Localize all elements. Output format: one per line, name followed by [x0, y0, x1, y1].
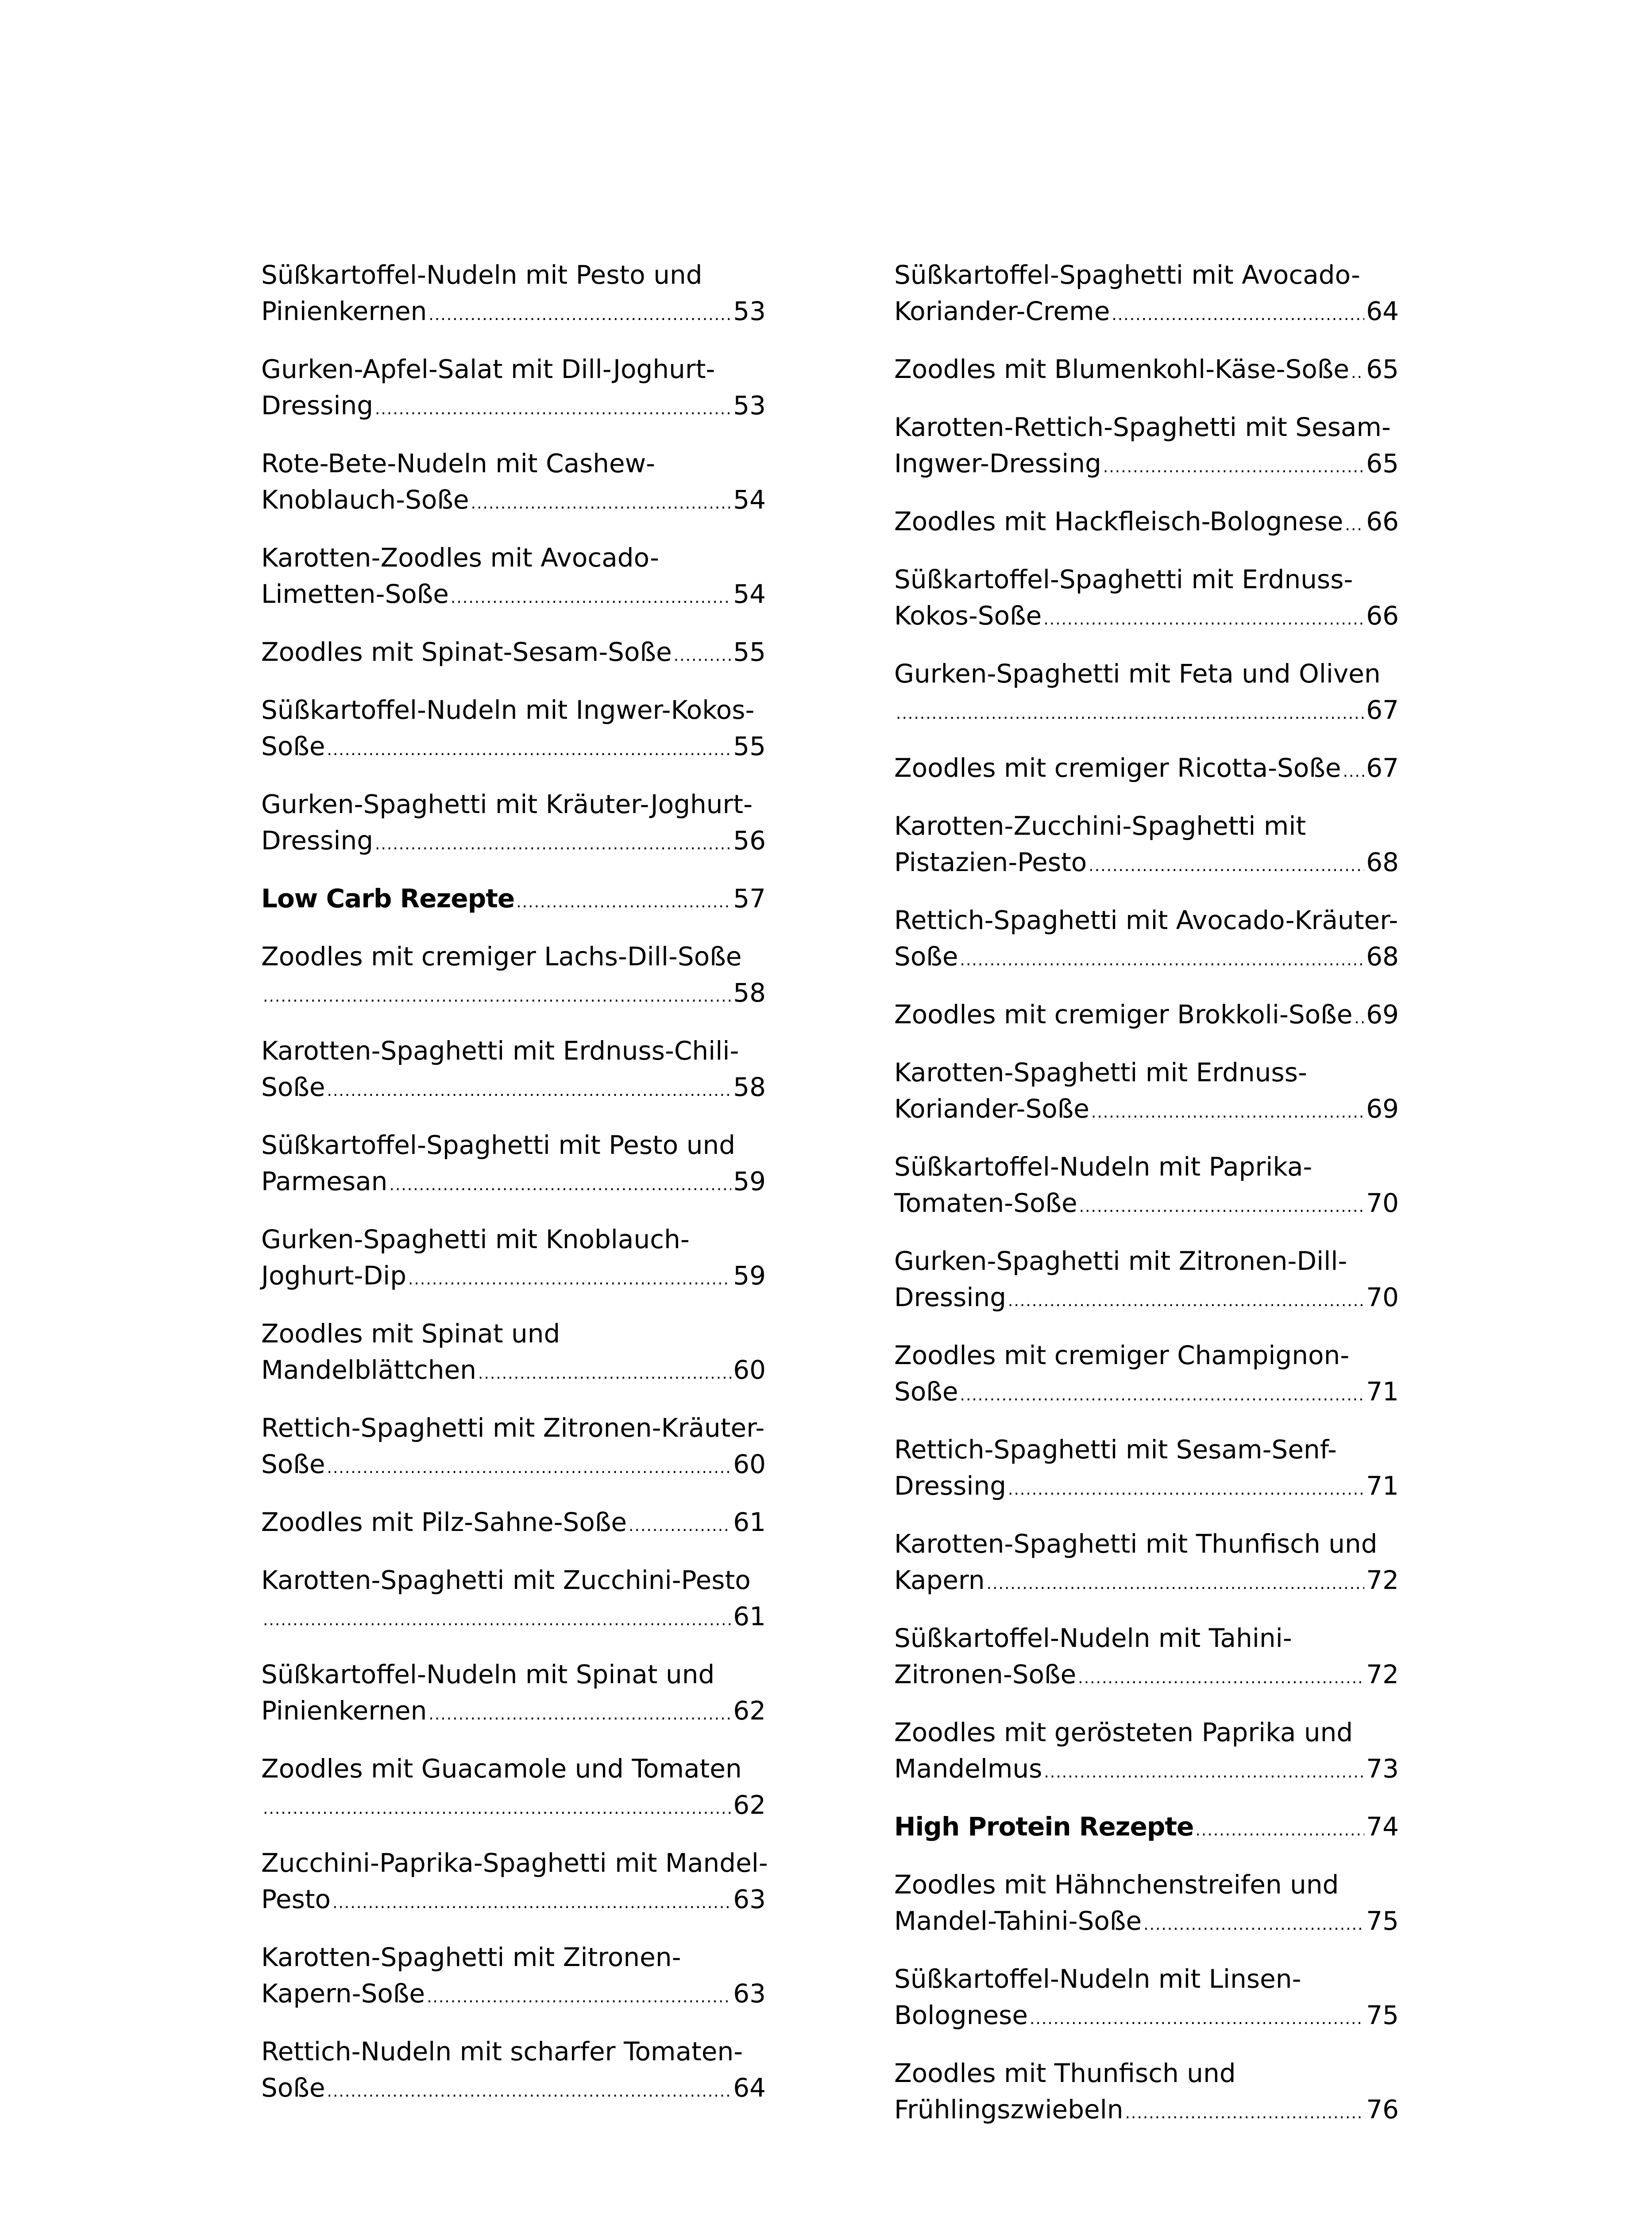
toc-entry-title: Zucchini-Paprika-Spaghetti mit Mandel-	[261, 1848, 768, 1878]
toc-entry-leader-line	[261, 1881, 766, 1921]
dot-leader	[1343, 750, 1365, 790]
toc-entry-title-continued: Kapern	[894, 1565, 985, 1595]
toc-entry-title: Rettich-Spaghetti mit Sesam-Senf-	[894, 1434, 1337, 1465]
toc-entry-leader-line	[894, 351, 1399, 391]
toc-entry[interactable]	[894, 1961, 1399, 2037]
dot-leader	[960, 938, 1365, 979]
toc-entry-title-continued: Pinienkernen	[261, 1696, 427, 1726]
dot-leader	[516, 880, 731, 921]
toc-entry[interactable]	[261, 938, 766, 1015]
toc-entry-leader-line	[261, 1504, 766, 1544]
toc-entry[interactable]	[894, 655, 1399, 732]
toc-entry[interactable]	[261, 1750, 766, 1827]
toc-entry-leader-line	[261, 1352, 766, 1392]
toc-left-column	[261, 257, 766, 2128]
toc-entry[interactable]	[261, 1845, 766, 1921]
toc-page-number: 65	[1366, 448, 1399, 478]
toc-entry-title-continued: Limetten-Soße	[261, 579, 449, 609]
toc-entry-title-continued: Zoodles mit Blumenkohl-Käse-Soße	[894, 354, 1350, 384]
toc-entry-title-continued: Soße	[894, 1376, 958, 1407]
toc-page-number: 59	[733, 1166, 766, 1196]
toc-page-number: 70	[1366, 1188, 1399, 1218]
toc-entry-leader-line	[261, 1787, 766, 1827]
toc-entry-title: Rettich-Nudeln mit scharfer Tomaten-	[261, 2036, 743, 2066]
toc-entry-leader-line	[894, 293, 1399, 333]
toc-entry-leader-line	[894, 938, 1399, 979]
toc-entry[interactable]	[894, 1243, 1399, 1319]
toc-entry-leader-line	[894, 1562, 1399, 1602]
toc-entry-title-continued: Frühlingszwiebeln	[894, 2094, 1123, 2124]
toc-entry-title-continued: Pinienkernen	[261, 296, 427, 326]
toc-page-number: 54	[733, 485, 766, 515]
toc-page-number: 67	[1366, 753, 1399, 783]
toc-entry[interactable]	[894, 351, 1399, 391]
toc-entry-title: Süßkartoffel-Spaghetti mit Pesto und	[261, 1130, 736, 1160]
toc-section-heading[interactable]	[894, 1808, 1399, 1849]
toc-entry-title-continued: Soße	[261, 1072, 325, 1102]
toc-entry-title: Süßkartoffel-Nudeln mit Ingwer-Kokos-	[261, 695, 755, 725]
toc-entry-title: Gurken-Spaghetti mit Zitronen-Dill-	[894, 1246, 1347, 1276]
toc-page-number: 65	[1366, 354, 1399, 384]
dot-leader	[327, 1069, 732, 1109]
toc-page-number: 72	[1366, 1659, 1399, 1689]
toc-entry-title-continued: Mandel-Tahini-Soße	[894, 1906, 1142, 1936]
toc-entry[interactable]	[894, 1526, 1399, 1602]
toc-entry[interactable]	[894, 1714, 1399, 1791]
dot-leader	[408, 1257, 731, 1298]
toc-entry-title: Süßkartoffel-Nudeln mit Spinat und	[261, 1659, 715, 1689]
dot-leader	[1088, 844, 1364, 884]
toc-entry-title-continued: Mandelmus	[894, 1754, 1042, 1784]
toc-page-number: 63	[733, 1884, 766, 1914]
toc-entry-title: Süßkartoffel-Nudeln mit Linsen-	[894, 1964, 1301, 1994]
toc-page-number: 60	[733, 1449, 766, 1479]
toc-entry-leader-line	[261, 293, 766, 333]
toc-entry-title: Zoodles mit cremiger Champignon-	[894, 1340, 1350, 1370]
toc-entry-title: Karotten-Spaghetti mit Erdnuss-	[894, 1057, 1307, 1087]
toc-entry-title: Karotten-Spaghetti mit Thunfisch und	[894, 1529, 1378, 1559]
toc-entry[interactable]	[261, 1221, 766, 1298]
toc-page-number: 61	[733, 1507, 766, 1537]
toc-entry-title: Karotten-Spaghetti mit Erdnuss-Chili-	[261, 1036, 739, 1066]
toc-entry[interactable]	[894, 750, 1399, 790]
toc-page-number: 71	[1366, 1376, 1399, 1407]
toc-entry-title: Süßkartoffel-Nudeln mit Paprika-	[894, 1152, 1312, 1182]
toc-page-number: 62	[733, 1696, 766, 1726]
dot-leader	[960, 1373, 1365, 1414]
dot-leader	[629, 1504, 731, 1544]
toc-entry[interactable]	[261, 1033, 766, 1109]
toc-entry[interactable]	[894, 808, 1399, 884]
toc-entry-title-continued: Koriander-Creme	[894, 296, 1110, 326]
dot-leader	[332, 1881, 731, 1921]
toc-entry-title-continued: Dressing	[894, 1282, 1007, 1312]
toc-entry-title-continued: Soße	[261, 1449, 325, 1479]
toc-entry-title: Süßkartoffel-Spaghetti mit Avocado-	[894, 260, 1361, 290]
toc-entry-leader-line	[261, 1163, 766, 1203]
toc-entry-title-continued: Dressing	[894, 1471, 1007, 1501]
toc-entry[interactable]	[261, 1504, 766, 1544]
toc-entry-title-continued: Joghurt-Dip	[261, 1261, 407, 1291]
toc-page-number: 64	[733, 2073, 766, 2103]
dot-leader	[471, 482, 732, 522]
toc-entry-leader-line	[261, 1693, 766, 1733]
dot-leader	[1345, 503, 1365, 544]
toc-page-number: 60	[733, 1355, 766, 1385]
toc-page-number: 68	[1366, 847, 1399, 877]
toc-entry-title-continued: Zoodles mit Spinat-Sesam-Soße	[261, 637, 672, 667]
toc-entry[interactable]	[261, 1939, 766, 2016]
dot-leader	[327, 1446, 732, 1486]
toc-entry-title-continued: Kapern-Soße	[261, 1978, 425, 2009]
toc-entry-title: Zoodles mit Spinat und	[261, 1319, 560, 1349]
toc-entry[interactable]	[894, 1431, 1399, 1508]
toc-entry-title-continued: Dressing	[261, 825, 374, 856]
toc-entry-title-continued: Pistazien-Pesto	[894, 847, 1087, 877]
toc-entry-leader-line	[261, 1069, 766, 1109]
toc-entry-title-continued: Dressing	[261, 390, 374, 420]
dot-leader	[1043, 598, 1364, 638]
dot-leader	[987, 1562, 1365, 1602]
toc-page-number: 76	[1366, 2094, 1399, 2124]
toc-page-number: 68	[1366, 941, 1399, 972]
toc-entry-leader-line	[894, 1656, 1399, 1696]
toc-page-number: 66	[1366, 506, 1399, 536]
toc-entry-title-continued: Soße	[894, 941, 958, 972]
toc-entry-leader-line	[894, 996, 1399, 1037]
toc-entry-title: Gurken-Spaghetti mit Feta und Oliven	[894, 659, 1381, 689]
toc-entry-title: Zoodles mit Guacamole und Tomaten	[261, 1754, 742, 1784]
toc-entry-title-continued: Kokos-Soße	[894, 601, 1042, 631]
toc-entry-leader-line	[894, 750, 1399, 790]
toc-entry-title: Gurken-Spaghetti mit Kräuter-Joghurt-	[261, 789, 753, 819]
toc-right-column	[894, 257, 1399, 2149]
dot-leader	[389, 1163, 731, 1203]
toc-entry[interactable]	[261, 351, 766, 428]
toc-page-number: 75	[1366, 1906, 1399, 1936]
toc-entry-title-continued: Pesto	[261, 1884, 331, 1914]
toc-page-number: 70	[1366, 1282, 1399, 1312]
toc-page-number: 72	[1366, 1565, 1399, 1595]
toc-page-number: 53	[733, 390, 766, 420]
dot-leader	[1143, 1903, 1364, 1943]
dot-leader	[1091, 1091, 1364, 1131]
toc-entry-title: Gurken-Apfel-Salat mit Dill-Joghurt-	[261, 354, 715, 384]
dot-leader	[1044, 1750, 1364, 1791]
toc-entry-leader-line	[894, 445, 1399, 486]
toc-entry-leader-line	[894, 1373, 1399, 1414]
toc-page-number: 59	[733, 1261, 766, 1291]
toc-entry-title-continued: Bolognese	[894, 2000, 1028, 2030]
toc-section-title: High Protein Rezepte	[894, 1812, 1194, 1842]
dot-leader	[1125, 2091, 1365, 2132]
toc-entry-leader-line	[261, 822, 766, 863]
toc-page-number: 58	[733, 1072, 766, 1102]
toc-entry[interactable]	[894, 561, 1399, 638]
toc-entry-title-continued: Mandelblättchen	[261, 1355, 477, 1385]
dot-leader	[428, 293, 731, 333]
toc-entry-leader-line	[261, 1446, 766, 1486]
dot-leader	[327, 728, 732, 768]
toc-page-number: 56	[733, 825, 766, 856]
toc-entry[interactable]	[894, 2055, 1399, 2132]
toc-entry-title: Süßkartoffel-Nudeln mit Tahini-	[894, 1623, 1292, 1653]
toc-entry[interactable]	[894, 1337, 1399, 1414]
toc-page-number: 75	[1366, 2000, 1399, 2030]
dot-leader	[375, 822, 731, 863]
toc-entry-leader-line	[261, 975, 766, 1015]
toc-page-number: 73	[1366, 1754, 1399, 1784]
toc-entry-title-continued: Soße	[261, 2073, 325, 2103]
dot-leader	[1030, 1997, 1364, 2037]
toc-entry[interactable]	[261, 786, 766, 863]
toc-entry-leader-line	[894, 598, 1399, 638]
toc-entry-leader-line	[261, 2070, 766, 2110]
toc-page-number: 66	[1366, 601, 1399, 631]
toc-entry[interactable]	[894, 1149, 1399, 1225]
toc-page-number: 69	[1366, 999, 1399, 1029]
toc-entry-title: Karotten-Zoodles mit Avocado-	[261, 543, 660, 573]
dot-leader	[327, 2070, 732, 2110]
toc-entry[interactable]	[894, 409, 1399, 486]
toc-entry-title: Zoodles mit Thunfisch und	[894, 2058, 1236, 2088]
dot-leader	[1008, 1468, 1364, 1508]
toc-entry[interactable]	[261, 2033, 766, 2110]
toc-entry-title: Süßkartoffel-Nudeln mit Pesto und	[261, 260, 702, 290]
toc-entry-title: Rettich-Spaghetti mit Avocado-Kräuter-	[894, 905, 1398, 935]
toc-section-title: Low Carb Rezepte	[261, 883, 515, 914]
toc-entry[interactable]	[261, 540, 766, 616]
dot-leader	[428, 1693, 731, 1733]
toc-entry-leader-line	[894, 844, 1399, 884]
toc-entry-leader-line	[894, 1468, 1399, 1508]
toc-entry[interactable]	[894, 1866, 1399, 1943]
toc-entry-leader-line	[894, 1997, 1399, 2037]
dot-leader	[1351, 351, 1364, 391]
dot-leader	[1103, 445, 1364, 486]
toc-entry-title: Rettich-Spaghetti mit Zitronen-Kräuter-	[261, 1413, 765, 1443]
toc-page-number: 74	[1366, 1812, 1399, 1842]
toc-page-number: 54	[733, 579, 766, 609]
toc-page-number: 53	[733, 296, 766, 326]
dot-leader	[1195, 1808, 1364, 1849]
toc-entry-title-continued: Zoodles mit cremiger Ricotta-Soße	[894, 753, 1341, 783]
dot-leader	[1008, 1279, 1364, 1319]
toc-entry-title: Gurken-Spaghetti mit Knoblauch-	[261, 1224, 690, 1254]
dot-leader	[1079, 1185, 1364, 1225]
toc-entry-title: Karotten-Spaghetti mit Zitronen-	[261, 1942, 681, 1972]
toc-page-number: 61	[733, 1601, 766, 1631]
dot-leader	[451, 576, 731, 616]
dot-leader	[263, 975, 731, 1015]
dot-leader	[375, 387, 731, 428]
toc-entry[interactable]	[261, 257, 766, 333]
toc-entry-leader-line	[261, 1975, 766, 2016]
toc-entry-title-continued: Soße	[261, 731, 325, 761]
toc-entry-title: Zoodles mit gerösteten Paprika und	[894, 1717, 1353, 1747]
toc-entry[interactable]	[261, 1410, 766, 1486]
toc-entry[interactable]	[894, 503, 1399, 544]
toc-entry-title: Rote-Bete-Nudeln mit Cashew-	[261, 448, 656, 478]
toc-entry-title-continued: Zoodles mit cremiger Brokkoli-Soße	[894, 999, 1353, 1029]
toc-section-heading[interactable]	[261, 880, 766, 921]
toc-page-number: 63	[733, 1978, 766, 2009]
dot-leader	[263, 1787, 731, 1827]
toc-entry-leader-line	[261, 576, 766, 616]
toc-page-number: 58	[733, 978, 766, 1008]
toc-entry-title: Karotten-Rettich-Spaghetti mit Sesam-	[894, 412, 1391, 442]
dot-leader	[674, 634, 731, 674]
toc-entry-leader-line	[894, 1750, 1399, 1791]
dot-leader	[1112, 293, 1364, 333]
toc-entry-leader-line	[894, 1185, 1399, 1225]
dot-leader	[1354, 996, 1364, 1037]
toc-entry-leader-line	[261, 634, 766, 674]
dot-leader	[427, 1975, 731, 2016]
toc-page-number: 57	[733, 883, 766, 914]
toc-entry-title-continued: Zoodles mit Pilz-Sahne-Soße	[261, 1507, 627, 1537]
toc-entry-leader-line	[894, 2091, 1399, 2132]
toc-page-number: 55	[733, 637, 766, 667]
toc-entry-leader-line	[894, 692, 1399, 732]
toc-entry[interactable]	[261, 634, 766, 674]
toc-entry[interactable]	[894, 996, 1399, 1037]
toc-entry-leader-line	[894, 1903, 1399, 1943]
toc-entry[interactable]	[261, 1656, 766, 1733]
toc-entry[interactable]	[261, 692, 766, 768]
toc-entry-title-continued: Zitronen-Soße	[894, 1659, 1077, 1689]
toc-entry[interactable]	[261, 1562, 766, 1639]
toc-page-number: 69	[1366, 1094, 1399, 1124]
dot-leader	[1078, 1656, 1364, 1696]
toc-entry-leader-line	[261, 482, 766, 522]
dot-leader	[896, 692, 1364, 732]
toc-entry-title-continued: Zoodles mit Hackfleisch-Bolognese	[894, 506, 1343, 536]
toc-entry-title: Süßkartoffel-Spaghetti mit Erdnuss-	[894, 564, 1353, 594]
toc-entry-title-continued: Koriander-Soße	[894, 1094, 1089, 1124]
toc-entry-title: Karotten-Spaghetti mit Zucchini-Pesto	[261, 1565, 751, 1595]
toc-page-number: 55	[733, 731, 766, 761]
toc-entry[interactable]	[894, 1620, 1399, 1696]
toc-entry-leader-line	[261, 880, 766, 921]
toc-entry-leader-line	[261, 728, 766, 768]
toc-entry-title-continued: Knoblauch-Soße	[261, 485, 469, 515]
toc-entry[interactable]	[261, 1315, 766, 1392]
toc-entry-title-continued: Tomaten-Soße	[894, 1188, 1077, 1218]
toc-entry-leader-line	[894, 1279, 1399, 1319]
toc-entry-leader-line	[894, 503, 1399, 544]
toc-entry[interactable]	[894, 902, 1399, 979]
toc-page-number: 67	[1366, 695, 1399, 725]
toc-entry-leader-line	[894, 1091, 1399, 1131]
toc-entry-title: Karotten-Zucchini-Spaghetti mit	[894, 811, 1306, 841]
toc-entry-title: Zoodles mit Hähnchenstreifen und	[894, 1870, 1339, 1900]
toc-entry[interactable]	[894, 257, 1399, 333]
toc-page-number: 64	[1366, 296, 1399, 326]
dot-leader	[263, 1598, 731, 1639]
toc-entry[interactable]	[261, 445, 766, 522]
toc-entry-title-continued: Ingwer-Dressing	[894, 448, 1101, 478]
toc-entry-leader-line	[261, 387, 766, 428]
toc-page-number: 62	[733, 1790, 766, 1820]
toc-entry-leader-line	[261, 1257, 766, 1298]
toc-entry-leader-line	[261, 1598, 766, 1639]
toc-entry-title-continued: Parmesan	[261, 1166, 388, 1196]
toc-entry-title: Zoodles mit cremiger Lachs-Dill-Soße	[261, 941, 742, 972]
dot-leader	[478, 1352, 731, 1392]
toc-entry-leader-line	[894, 1808, 1399, 1849]
toc-entry[interactable]	[261, 1127, 766, 1203]
toc-entry[interactable]	[894, 1054, 1399, 1131]
toc-page-number: 71	[1366, 1471, 1399, 1501]
